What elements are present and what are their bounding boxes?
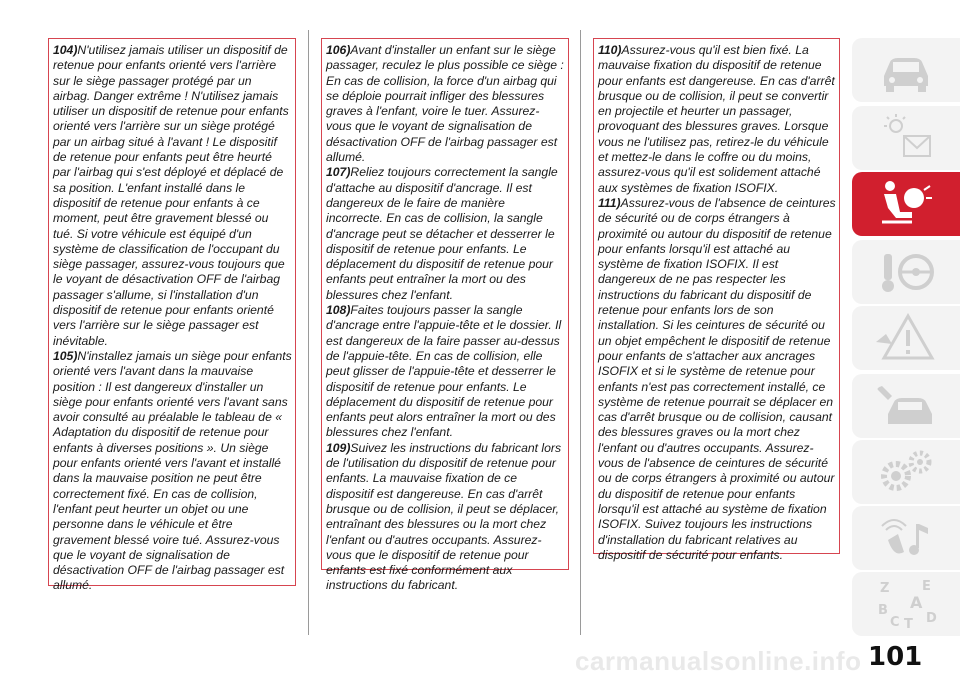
column-divider xyxy=(580,30,581,635)
warning-paragraph xyxy=(598,43,836,196)
key-steering-icon xyxy=(874,246,938,298)
index-letter: T xyxy=(904,617,913,630)
index-letter: C xyxy=(890,615,900,630)
sidebar-tab-dashboard[interactable] xyxy=(852,106,960,170)
gears-settings-icon xyxy=(874,446,938,498)
warning-paragraph xyxy=(53,349,292,594)
warning-number: 110) xyxy=(598,43,622,57)
warning-paragraph xyxy=(326,165,565,303)
warning-box-column-3 xyxy=(593,38,840,562)
sidebar-tab-maintenance[interactable] xyxy=(852,374,960,438)
sidebar-tab-vehicle[interactable] xyxy=(852,38,960,102)
warning-text: Faites toujours passer la sangle d'ancrage entre l'appuie-tête et le dossier. Il est dangereux de la faire passer au-dessus de l'appuie-tête. En cas de collision, elle peut glisser de l'appuie-tête et desserrer le dispositif de retenue pour enfants. Le déplacement du dispositif de retenue pour enfants peut alors entraîner la mort ou des blessures chez l'enfant. xyxy=(326,303,562,440)
car-icon xyxy=(874,44,938,96)
warning-paragraph xyxy=(53,43,292,349)
index-letter: Z xyxy=(880,581,890,596)
warning-number: 106) xyxy=(326,43,351,57)
alphabet-index-icon xyxy=(874,578,938,630)
warning-box-column-2 xyxy=(321,38,569,593)
sidebar-tab-multimedia[interactable] xyxy=(852,506,960,570)
sidebar-tab-emergency[interactable] xyxy=(852,306,960,370)
wrench-car-icon xyxy=(874,380,938,432)
column-divider xyxy=(308,30,309,635)
page-number: 101 xyxy=(868,642,923,672)
index-letter: A xyxy=(910,593,923,612)
multimedia-music-icon xyxy=(874,512,938,564)
index-letter: D xyxy=(926,611,937,626)
warning-paragraph xyxy=(326,441,565,594)
sidebar-tab-safety[interactable] xyxy=(852,172,960,236)
warning-number: 104) xyxy=(53,43,78,57)
watermark: carmanualsonline.info xyxy=(575,646,862,676)
warning-text: Avant d'installer un enfant sur le siège passager, reculez le plus possible ce siège : En cas de collision, la force d'un airbag qui se déploie pourrait infliger des blessures graves à l'enfant, voire le tuer. Assurez-vous que le voyant de signalisation de désactivation OFF de l'airbag passager est allumé. xyxy=(326,43,564,165)
airbag-safety-icon xyxy=(874,178,938,230)
warning-paragraph xyxy=(326,303,565,441)
warning-number: 108) xyxy=(326,303,351,318)
sidebar-tab-starting[interactable] xyxy=(852,240,960,304)
warning-paragraph xyxy=(598,196,836,563)
dashboard-warning-icon xyxy=(874,112,938,164)
sidebar-tab-index[interactable] xyxy=(852,572,960,636)
warning-box-column-1 xyxy=(48,38,296,593)
warning-number: 105) xyxy=(53,348,78,363)
warning-number: 111) xyxy=(598,195,621,210)
warning-text: Assurez-vous de l'absence de ceintures de sécurité ou de corps étrangers à proximité ou autour du dispositif de retenue pour enfants lorsqu'il est attaché au système de fixation ISOFIX. Il est dangereux de ne pas respecter les instructions du fabricant du dispositif de retenue pour enfants lors de son installation. Si les ceintures de sécurité ou un objet empêchent le dispositif de retenue pour enfants de s'attacher aux ancrages ISOFIX et si le système de retenue pour enfants n'est pas correctement installé, ce système de retenue pourrait se déplacer en cas d'arrêt brusque ou de collision, causant des blessures graves ou la mort chez l'enfant ou d'autres occupants. Assurez-vous de l'absence de ceintures de sécurité ou de corps étrangers à proximité ou autour du dispositif de retenue pour enfants lorsqu'il est attaché au système de fixation ISOFIX. Suivez toujours les instructions d'installation du fabricant relatives au dispositif de sécurité pour enfants. xyxy=(598,195,836,562)
warning-text: Reliez toujours correctement la sangle d'attache au dispositif d'ancrage. Il est dangereux de le faire de manière incorrecte. En cas de collision, la sangle d'ancrage peut se détacher et desserrer le dispositif de retenue pour enfants. Le déplacement du dispositif de retenue pour enfants peut entraîner la mort ou des blessures chez l'enfant. xyxy=(326,165,558,302)
warning-text: N'utilisez jamais utiliser un dispositif de retenue pour enfants orienté vers l'arrière sur le siège passager protégé par un airbag. Danger extrême ! N'utilisez jamais utiliser un dispositif de retenue pour enfants orienté vers l'arrière sur un siège protégé par un airbag situé à l'avant ! Le dispositif de retenue pour enfants peut être heurté par l'airbag qui s'est déployé et déplacé de sa position. L'enfant installé dans le dispositif de retenue pour enfants à ce moment, peut être gravement blessé ou tué. Si votre véhicule est équipé d'un système de classification de l'occupant du siège passager, assurez-vous toujours que le voyant de désactivation OFF de l'airbag passager s'allume, si l'installation d'un dispositif de retenue pour enfants orienté vers l'arrière sur le siège passager est inévitable. xyxy=(53,43,289,348)
warning-text: N'installez jamais un siège pour enfants orienté vers l'avant dans la mauvaise position : Il est dangereux d'installer un siège pour enfants orienté vers l'avant sans avoir consulté au préalable le tableau de « Adaptation du dispositif de retenue pour enfants à diverses positions ». Un siège pour enfants orienté vers l'avant et installé dans la mauvaise position ne peut être correctement fixé. En cas de collision, l'enfant peut heurter un objet ou une personne dans le véhicule et être gravement blessé voire tué. Assurez-vous que le voyant de signalisation de désactivation OFF de l'airbag passager est allumé. xyxy=(53,348,292,593)
warning-number: 109) xyxy=(326,440,351,455)
warning-number: 107) xyxy=(326,165,351,180)
warning-triangle-icon xyxy=(874,312,938,364)
warning-text: Suivez les instructions du fabricant lors de l'utilisation du dispositif de retenue pour enfants. La mauvaise fixation de ce dispositif est dangereuse. En cas d'arrêt brusque ou de collision, il peut se déplacer, entraînant des blessures ou la mort chez l'enfant ou d'autres occupants. Assurez-vous que le dispositif de retenue pour enfants est fixé conformément aux instructions du fabricant. xyxy=(326,440,562,593)
warning-paragraph xyxy=(326,43,565,165)
index-letter: E xyxy=(922,579,931,594)
index-letter: B xyxy=(878,603,888,618)
sidebar-tab-technical-data[interactable] xyxy=(852,440,960,504)
warning-text: Assurez-vous qu'il est bien fixé. La mauvaise fixation du dispositif de retenue pour enfants est dangereuse. En cas d'arrêt brusque ou de collision, il peut se convertir en projectile et heurter un passager, provoquant des blessures graves. Lorsque vous ne l'utilisez pas, retirez-le du véhicule et mettez-le dans le coffre ou du moins, assurez-vous qu'il est solidement attaché aux systèmes de fixation ISOFIX. xyxy=(598,43,835,195)
